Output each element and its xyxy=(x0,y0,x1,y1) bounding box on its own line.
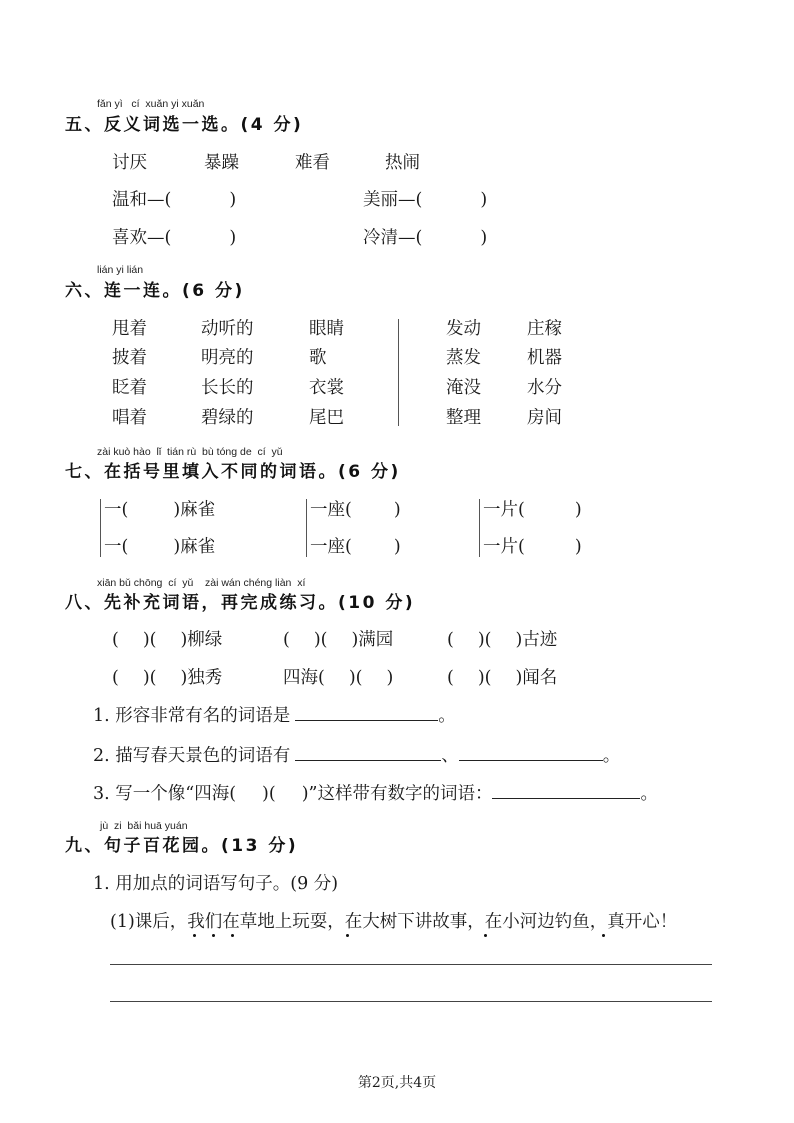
match-noun: 衣裳 xyxy=(309,378,344,398)
question-end: 。 xyxy=(602,746,621,766)
answer-blank xyxy=(119,682,143,683)
idiom-part: ( xyxy=(447,668,454,688)
measure-word: 一座( xyxy=(310,537,352,557)
idiom-part: )独秀 xyxy=(180,668,223,688)
idiom-part: )柳绿 xyxy=(180,630,223,650)
section-8-pinyin: xiān bǔ chōng cí yǔ zài wán chéng liàn xí xyxy=(97,577,306,589)
match-verb-right: 淹没 xyxy=(446,378,481,398)
idiom-fill-item xyxy=(112,667,222,689)
emphasis-dot xyxy=(231,934,234,937)
idiom-part: ( xyxy=(283,630,290,650)
match-noun-right: 庄稼 xyxy=(527,319,562,339)
match-verb: 甩着 xyxy=(112,319,147,339)
answer-blank xyxy=(491,644,515,645)
sub-question: 1. 用加点的词语写句子。(9 分) xyxy=(93,874,339,894)
question-end: 。 xyxy=(640,784,658,804)
match-noun: 眼睛 xyxy=(309,319,344,339)
idiom-part: )( xyxy=(142,630,157,650)
idiom-part: )( xyxy=(348,668,363,688)
section-8-title: 八、先补充词语，再完成练习。(10 分) xyxy=(65,593,416,613)
section-7-pinyin: zài kuò hào lǐ tián rù bù tóng de cí yǔ xyxy=(97,446,283,458)
idiom-part: ( xyxy=(112,630,119,650)
emphasis-dot xyxy=(212,934,215,937)
idiom-part: ( xyxy=(112,668,119,688)
idiom-part: ( xyxy=(447,630,454,650)
answer-blank xyxy=(525,551,575,552)
idiom-part: )( xyxy=(313,630,328,650)
measure-word: 一( xyxy=(104,500,129,520)
answer-blank xyxy=(290,644,314,645)
idiom-part: )( xyxy=(477,668,492,688)
answer-blank xyxy=(171,204,229,205)
antonym-word: 温和—( xyxy=(112,190,172,210)
section-6-pinyin: lián yi lián xyxy=(97,264,144,276)
idiom-part: )( xyxy=(477,630,492,650)
antonym-item xyxy=(363,227,487,249)
answer-blank xyxy=(454,682,478,683)
section-9-pinyin: jù zi bǎi huā yuán xyxy=(100,820,188,832)
match-noun: 尾巴 xyxy=(309,408,344,428)
emphasis-dot xyxy=(484,934,487,937)
question-text: )”这样带有数字的词语： xyxy=(301,784,493,804)
idiom-part: )古迹 xyxy=(515,630,558,650)
idiom-part: 四海( xyxy=(283,668,325,688)
emphasis-dot xyxy=(346,934,349,937)
answer-blank xyxy=(119,644,143,645)
answer-underline xyxy=(295,705,438,721)
closing-paren: ) xyxy=(480,228,488,248)
closing-paren: ) xyxy=(393,500,401,520)
measure-noun: )麻雀 xyxy=(173,537,216,557)
example-sentence: (1)课后，我们在草地上玩耍，在大树下讲故事，在小河边钓鱼，真开心！ xyxy=(110,912,678,932)
writing-line xyxy=(110,1001,712,1002)
idiom-part: )满园 xyxy=(351,630,394,650)
measure-word-item xyxy=(483,499,582,521)
idiom-fill-item xyxy=(447,629,557,651)
match-adjective: 长长的 xyxy=(201,378,254,398)
section-5-title: 五、反义词选一选。(4 分) xyxy=(65,115,304,135)
measure-word-item xyxy=(483,536,582,558)
group-bracket xyxy=(479,499,480,557)
measure-word: 一片( xyxy=(483,537,525,557)
answer-underline xyxy=(459,745,603,761)
measure-noun: )麻雀 xyxy=(173,500,216,520)
idiom-fill-item xyxy=(283,667,393,689)
match-verb-right: 蒸发 xyxy=(446,348,481,368)
match-verb: 披着 xyxy=(112,348,147,368)
idiom-fill-item xyxy=(447,667,557,689)
match-adjective: 动听的 xyxy=(201,319,254,339)
match-verb-right: 发动 xyxy=(446,319,481,339)
answer-blank xyxy=(491,682,515,683)
answer-blank xyxy=(325,682,349,683)
match-noun-right: 水分 xyxy=(527,378,562,398)
section-6-title: 六、连一连。(6 分) xyxy=(65,281,245,301)
antonym-item xyxy=(112,189,236,211)
question-text: 1. 形容非常有名的词语是 xyxy=(93,706,291,726)
antonym-word: 冷清—( xyxy=(363,228,423,248)
group-bracket xyxy=(306,499,307,557)
antonym-option: 暴躁 xyxy=(204,153,239,173)
answer-blank xyxy=(352,514,394,515)
match-noun: 歌 xyxy=(309,348,327,368)
question-3 xyxy=(93,783,658,805)
measure-word-item xyxy=(310,536,401,558)
emphasis-dot xyxy=(193,934,196,937)
answer-blank xyxy=(422,242,480,243)
section-7-title: 七、在括号里填入不同的词语。(6 分) xyxy=(65,462,401,482)
answer-underline xyxy=(295,745,441,761)
answer-blank xyxy=(422,204,480,205)
match-noun-right: 机器 xyxy=(527,348,562,368)
answer-blank xyxy=(156,682,180,683)
answer-blank xyxy=(171,242,229,243)
answer-blank xyxy=(128,514,173,515)
antonym-item xyxy=(112,227,236,249)
measure-word-item xyxy=(104,499,215,521)
question-1 xyxy=(93,705,456,727)
closing-paren: ) xyxy=(574,500,582,520)
antonym-word: 喜欢—( xyxy=(112,228,172,248)
answer-blank xyxy=(327,644,351,645)
antonym-option: 讨厌 xyxy=(112,153,147,173)
answer-blank xyxy=(352,551,394,552)
closing-paren: ) xyxy=(229,190,237,210)
answer-blank xyxy=(362,682,386,683)
question-text: 3. 写一个像“四海( xyxy=(93,784,237,804)
answer-blank xyxy=(156,644,180,645)
measure-word-item xyxy=(104,536,215,558)
question-separator: 、 xyxy=(441,746,459,766)
measure-word-item xyxy=(310,499,401,521)
answer-blank xyxy=(236,798,262,799)
match-adjective: 碧绿的 xyxy=(201,408,254,428)
answer-blank xyxy=(128,551,173,552)
question-2 xyxy=(93,745,620,767)
closing-paren: ) xyxy=(393,537,401,557)
match-noun-right: 房间 xyxy=(527,408,562,428)
closing-paren: ) xyxy=(229,228,237,248)
antonym-option: 难看 xyxy=(295,153,330,173)
idiom-fill-item xyxy=(283,629,393,651)
answer-blank xyxy=(276,798,302,799)
idiom-part: )( xyxy=(142,668,157,688)
emphasis-dot xyxy=(602,934,605,937)
measure-word: 一片( xyxy=(483,500,525,520)
answer-blank xyxy=(525,514,575,515)
antonym-item xyxy=(363,189,487,211)
antonym-option: 热闹 xyxy=(385,153,420,173)
match-verb-right: 整理 xyxy=(446,408,481,428)
idiom-part: )闻名 xyxy=(515,668,558,688)
measure-word: 一( xyxy=(104,537,129,557)
section-9-title: 九、句子百花园。(13 分) xyxy=(65,836,299,856)
question-text: )( xyxy=(262,784,276,804)
antonym-word: 美丽—( xyxy=(363,190,423,210)
page-number: 第2页,共4页 xyxy=(357,1075,437,1091)
question-end: 。 xyxy=(438,706,456,726)
closing-paren: ) xyxy=(480,190,488,210)
writing-line xyxy=(110,964,712,965)
idiom-part: ) xyxy=(386,668,394,688)
match-adjective: 明亮的 xyxy=(201,348,254,368)
closing-paren: ) xyxy=(574,537,582,557)
section-5-pinyin: fǎn yì cí xuǎn yi xuǎn xyxy=(97,98,205,110)
answer-blank xyxy=(454,644,478,645)
question-text: 2. 描写春天景色的词语有 xyxy=(93,746,291,766)
measure-word: 一座( xyxy=(310,500,352,520)
match-verb: 唱着 xyxy=(112,408,147,428)
match-verb: 眨着 xyxy=(112,378,147,398)
answer-underline xyxy=(492,783,640,799)
match-divider xyxy=(398,319,399,426)
group-bracket xyxy=(100,499,101,557)
idiom-fill-item xyxy=(112,629,222,651)
